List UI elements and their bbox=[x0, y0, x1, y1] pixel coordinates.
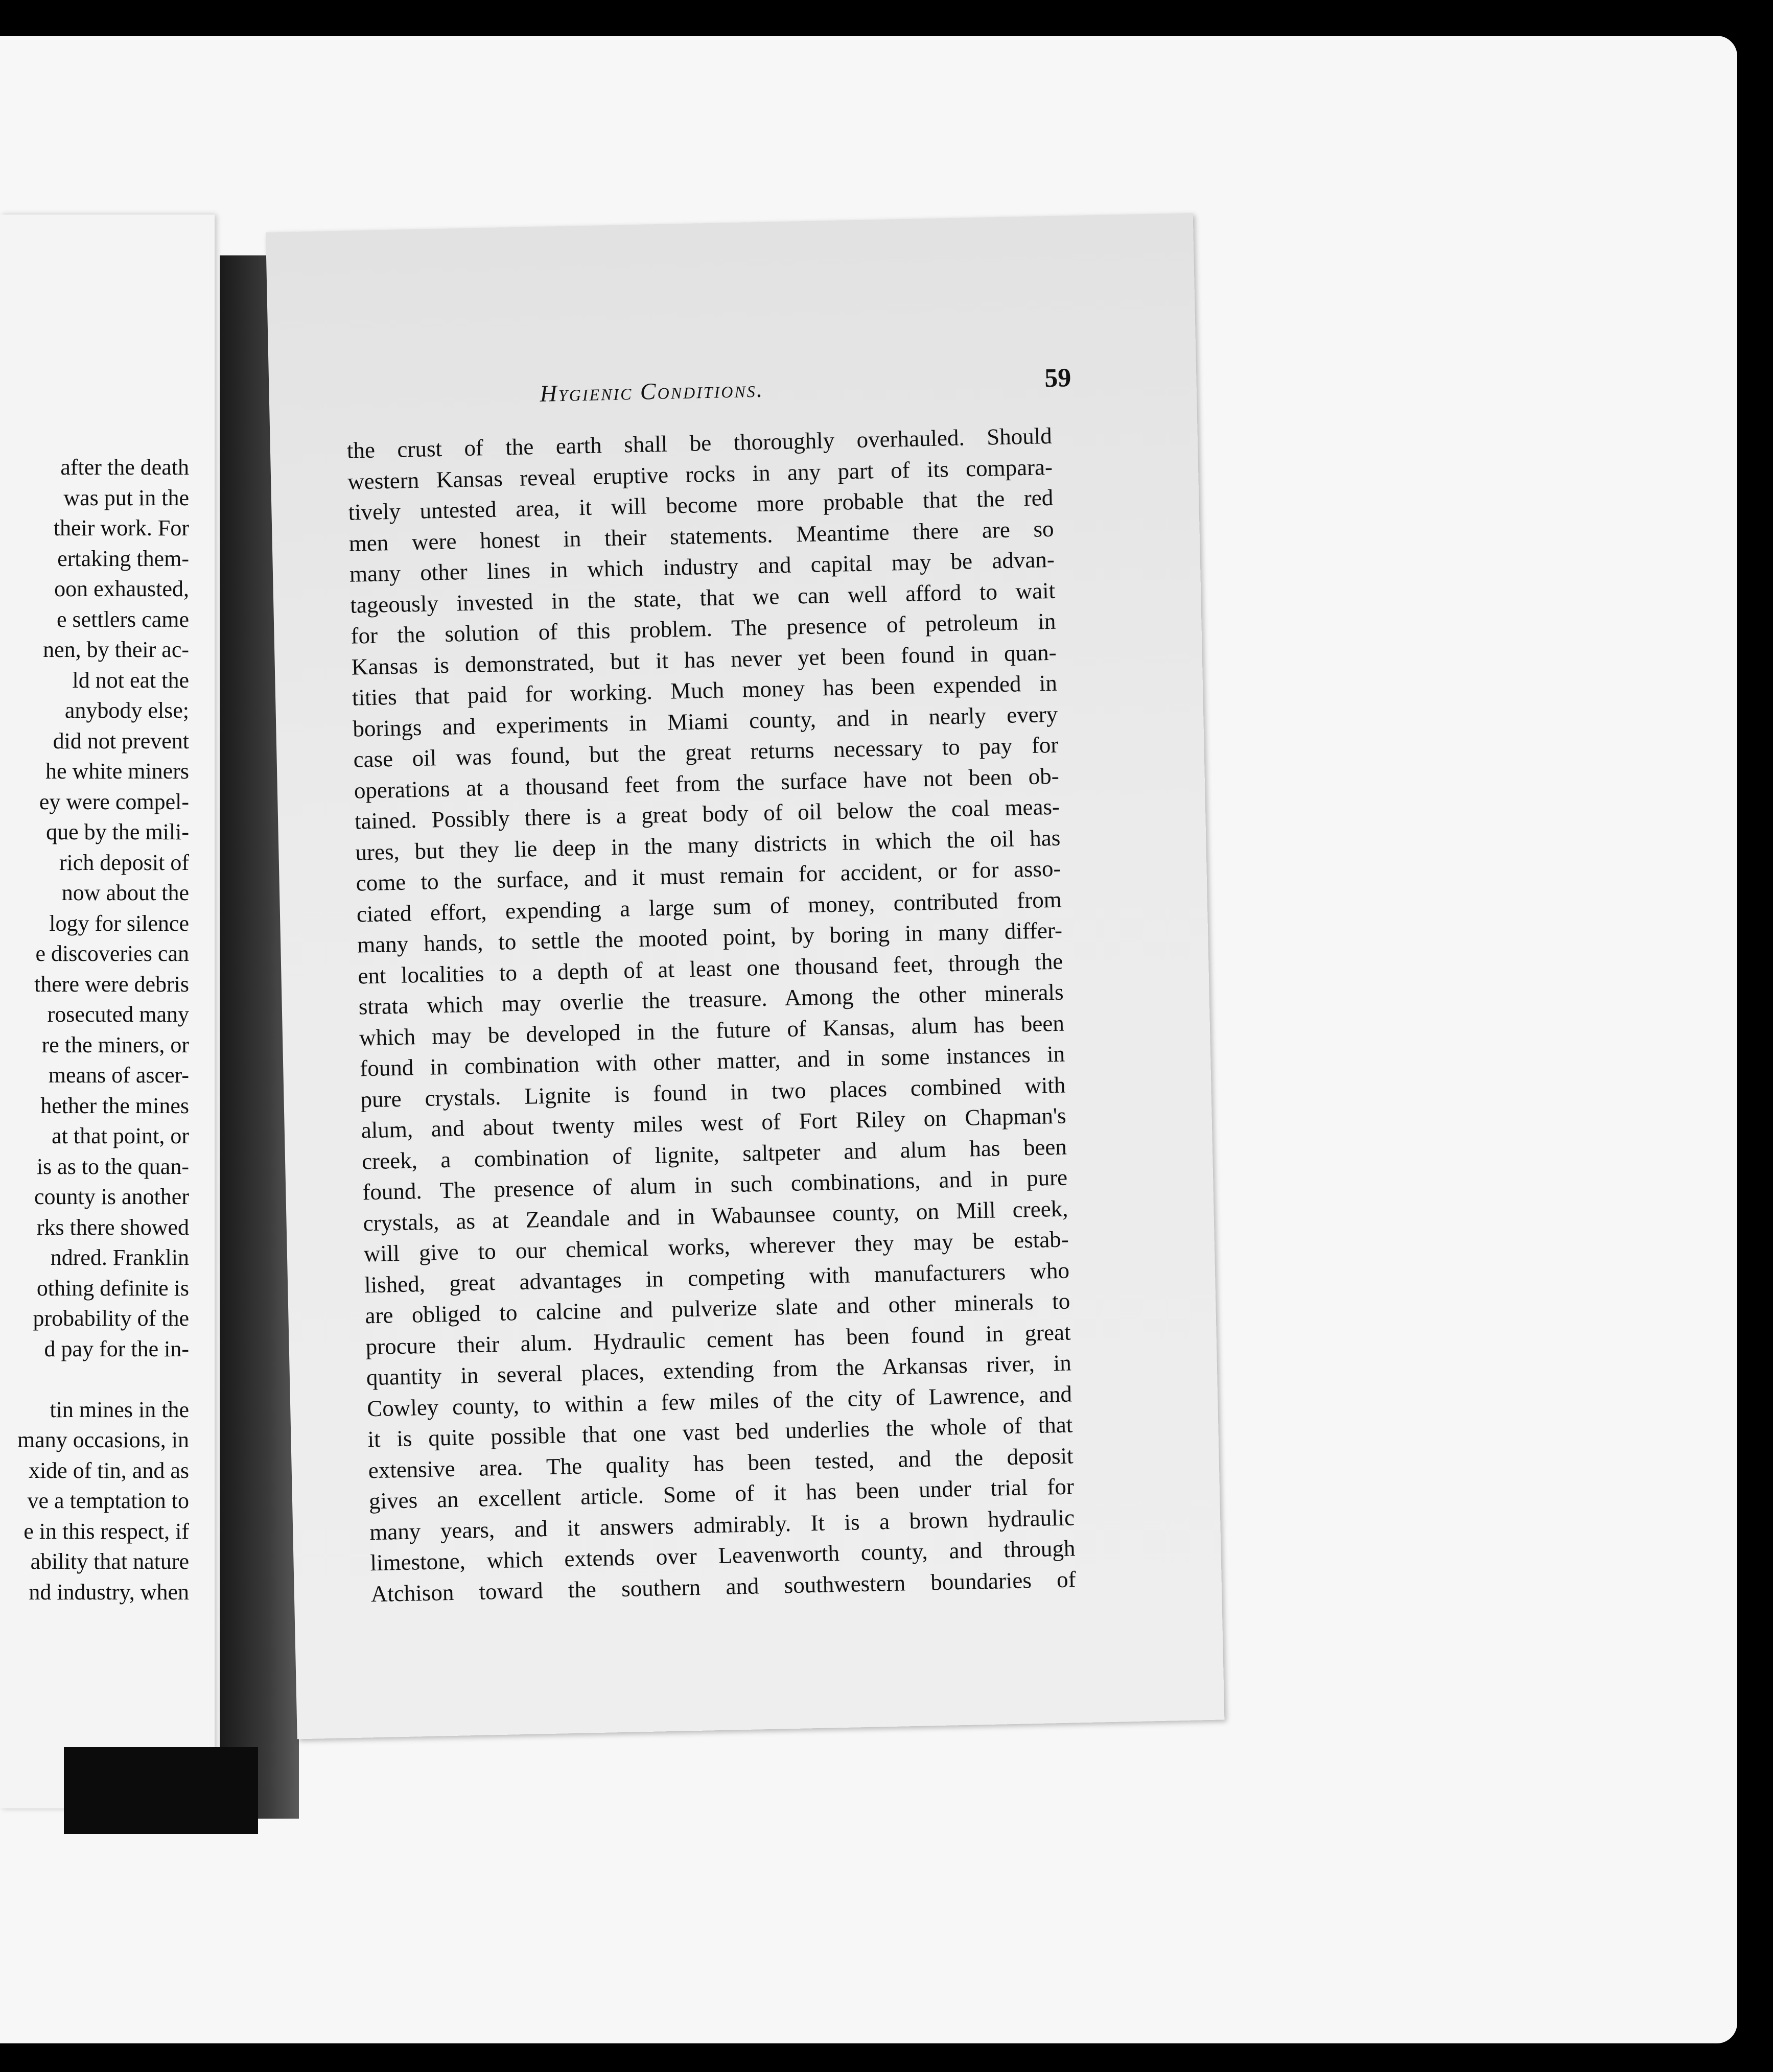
left-page-line: ve a temptation to bbox=[27, 1488, 189, 1513]
left-page-line: e in this respect, if bbox=[24, 1518, 189, 1544]
right-page-line: alum, and about twenty miles west of Fort Riley on Chapman's bbox=[361, 1102, 1067, 1143]
spine-bottom-block bbox=[64, 1747, 258, 1834]
page-header bbox=[540, 363, 1071, 407]
right-page-line: strata which may overlie the treasure. Among the other minerals bbox=[358, 979, 1064, 1020]
left-page-line: anybody else; bbox=[64, 698, 189, 723]
right-page-line: are obliged to calcine and pulverize slate and other minerals to bbox=[364, 1288, 1070, 1329]
right-page-line: will give to our chemical works, wherever they may be estab- bbox=[363, 1226, 1069, 1267]
left-page-line: at that point, or bbox=[52, 1123, 189, 1148]
right-page-line: case oil was found, but the great returns necessary to pay for bbox=[353, 732, 1059, 772]
right-page-line: borings and experiments in Miami county, and in nearly every bbox=[352, 701, 1058, 742]
right-page-line: tained. Possibly there is a great body of oil below the coal meas- bbox=[354, 793, 1060, 834]
left-page-line: ld not eat the bbox=[72, 667, 189, 693]
right-page-line: which may be developed in the future of Kansas, alum has been bbox=[359, 1010, 1065, 1051]
right-page-line: ciated effort, expending a large sum of money, contributed from bbox=[356, 886, 1062, 927]
right-page-line: lished, great advantages in competing with manufacturers who bbox=[364, 1257, 1070, 1298]
right-page-line: come to the surface, and it must remain for accident, or for asso- bbox=[356, 855, 1061, 896]
left-page-line: he white miners bbox=[45, 759, 189, 784]
left-page-line: ability that nature bbox=[30, 1549, 189, 1574]
left-page-line: ertaking them- bbox=[57, 546, 189, 571]
left-page-line: means of ascer- bbox=[48, 1063, 189, 1088]
left-page-line: county is another bbox=[34, 1184, 189, 1209]
left-page-line: did not prevent bbox=[53, 728, 189, 754]
right-page-line: found in combination with other matter, and in some instances in bbox=[359, 1041, 1065, 1081]
right-page-line: creek, a combination of lignite, saltpeter and alum has been bbox=[361, 1134, 1067, 1174]
right-page-line: tively untested area, it will become more probable that the red bbox=[347, 484, 1054, 525]
left-page-line: logy for silence bbox=[49, 910, 189, 936]
running-title: Hygienic Conditions. bbox=[540, 375, 764, 407]
right-page-line: crystals, as at Zeandale and in Wabaunsee county, on Mill creek, bbox=[363, 1195, 1068, 1236]
right-page-line: quantity in several places, extending from the Arkansas river, in bbox=[366, 1350, 1072, 1391]
left-page-line: ey were compel- bbox=[39, 789, 189, 814]
left-page-line: nd industry, when bbox=[29, 1579, 189, 1605]
right-page-line: pure crystals. Lignite is found in two places combined with bbox=[360, 1072, 1066, 1112]
left-page-line: nen, by their ac- bbox=[43, 637, 189, 662]
left-page-line: rich deposit of bbox=[59, 850, 189, 875]
left-page-line: xide of tin, and as bbox=[28, 1457, 189, 1483]
left-page-line: many occasions, in bbox=[17, 1427, 189, 1452]
right-page-line: tities that paid for working. Much money has been expended in bbox=[352, 670, 1058, 711]
right-page-line: gives an excellent article. Some of it has been under trial for bbox=[368, 1473, 1075, 1514]
right-page-line: procure their alum. Hydraulic cement has been found in great bbox=[365, 1318, 1071, 1359]
right-page-line: for the solution of this problem. The presence of petroleum in bbox=[351, 608, 1056, 649]
right-page-line: western Kansas reveal eruptive rocks in any part of its compara- bbox=[347, 454, 1053, 495]
left-page-line: their work. For bbox=[53, 515, 189, 540]
right-page-line: ures, but they lie deep in the many districts in which the oil has bbox=[355, 825, 1061, 865]
left-page-line: e discoveries can bbox=[35, 941, 189, 966]
right-page-line: limestone, which extends over Leavenworth county, and through bbox=[370, 1535, 1076, 1576]
right-page-line: Kansas is demonstrated, but it has never yet been found in quan- bbox=[351, 639, 1057, 680]
left-page-line: there were debris bbox=[34, 971, 189, 997]
left-page-line: d pay for the in- bbox=[44, 1336, 189, 1361]
right-page-line: men were honest in their statements. Meantime there are so bbox=[348, 515, 1054, 556]
left-page-text bbox=[0, 452, 189, 1607]
left-page-line: e settlers came bbox=[57, 606, 189, 632]
left-page-line: que by the mili- bbox=[46, 819, 189, 844]
right-page-text bbox=[346, 420, 1076, 1609]
left-page-line: hether the mines bbox=[40, 1093, 189, 1118]
right-page-line: many hands, to settle the mooted point, by boring in many differ- bbox=[357, 917, 1063, 958]
right-page-line: it is quite possible that one vast bed underlies the whole of that bbox=[367, 1411, 1073, 1452]
left-page-line: rks there showed bbox=[36, 1214, 189, 1240]
right-page-line: operations at a thousand feet from the surface have not been ob- bbox=[354, 763, 1060, 804]
left-page-line: now about the bbox=[61, 880, 189, 905]
left-page-line: was put in the bbox=[63, 485, 189, 510]
right-page-line: Cowley county, to within a few miles of the city of Lawrence, and bbox=[366, 1380, 1072, 1421]
left-page-line: rosecuted many bbox=[47, 1002, 189, 1027]
right-page-line: the crust of the earth shall be thoroughly overhauled. Should bbox=[346, 422, 1053, 463]
right-page-line: many years, and it answers admirably. It is a brown hydraulic bbox=[369, 1504, 1075, 1545]
right-page-line: Atchison toward the southern and southwestern boundaries of bbox=[370, 1566, 1077, 1607]
left-page-line: ndred. Franklin bbox=[50, 1245, 189, 1270]
page-number: 59 bbox=[1044, 363, 1071, 393]
left-page-line: probability of the bbox=[33, 1306, 189, 1331]
left-page-line bbox=[0, 1364, 189, 1395]
left-page-line: othing definite is bbox=[36, 1275, 189, 1301]
right-page-line: many other lines in which industry and capital may be advan- bbox=[349, 546, 1055, 587]
left-page-line: re the miners, or bbox=[41, 1032, 189, 1057]
left-page-line: oon exhausted, bbox=[54, 576, 189, 601]
right-page-line: tageously invested in the state, that we can well afford to wait bbox=[349, 577, 1056, 618]
left-page-line: after the death bbox=[60, 455, 189, 480]
left-page-line: is as to the quan- bbox=[36, 1153, 189, 1179]
left-page bbox=[0, 215, 215, 1808]
left-page-line: tin mines in the bbox=[50, 1397, 189, 1422]
right-page-line: found. The presence of alum in such combinations, and in pure bbox=[362, 1164, 1068, 1205]
right-page bbox=[266, 213, 1224, 1739]
right-page-line: extensive area. The quality has been tested, and the deposit bbox=[368, 1442, 1074, 1483]
right-page-line: ent localities to a depth of at least one thousand feet, through the bbox=[357, 948, 1063, 989]
